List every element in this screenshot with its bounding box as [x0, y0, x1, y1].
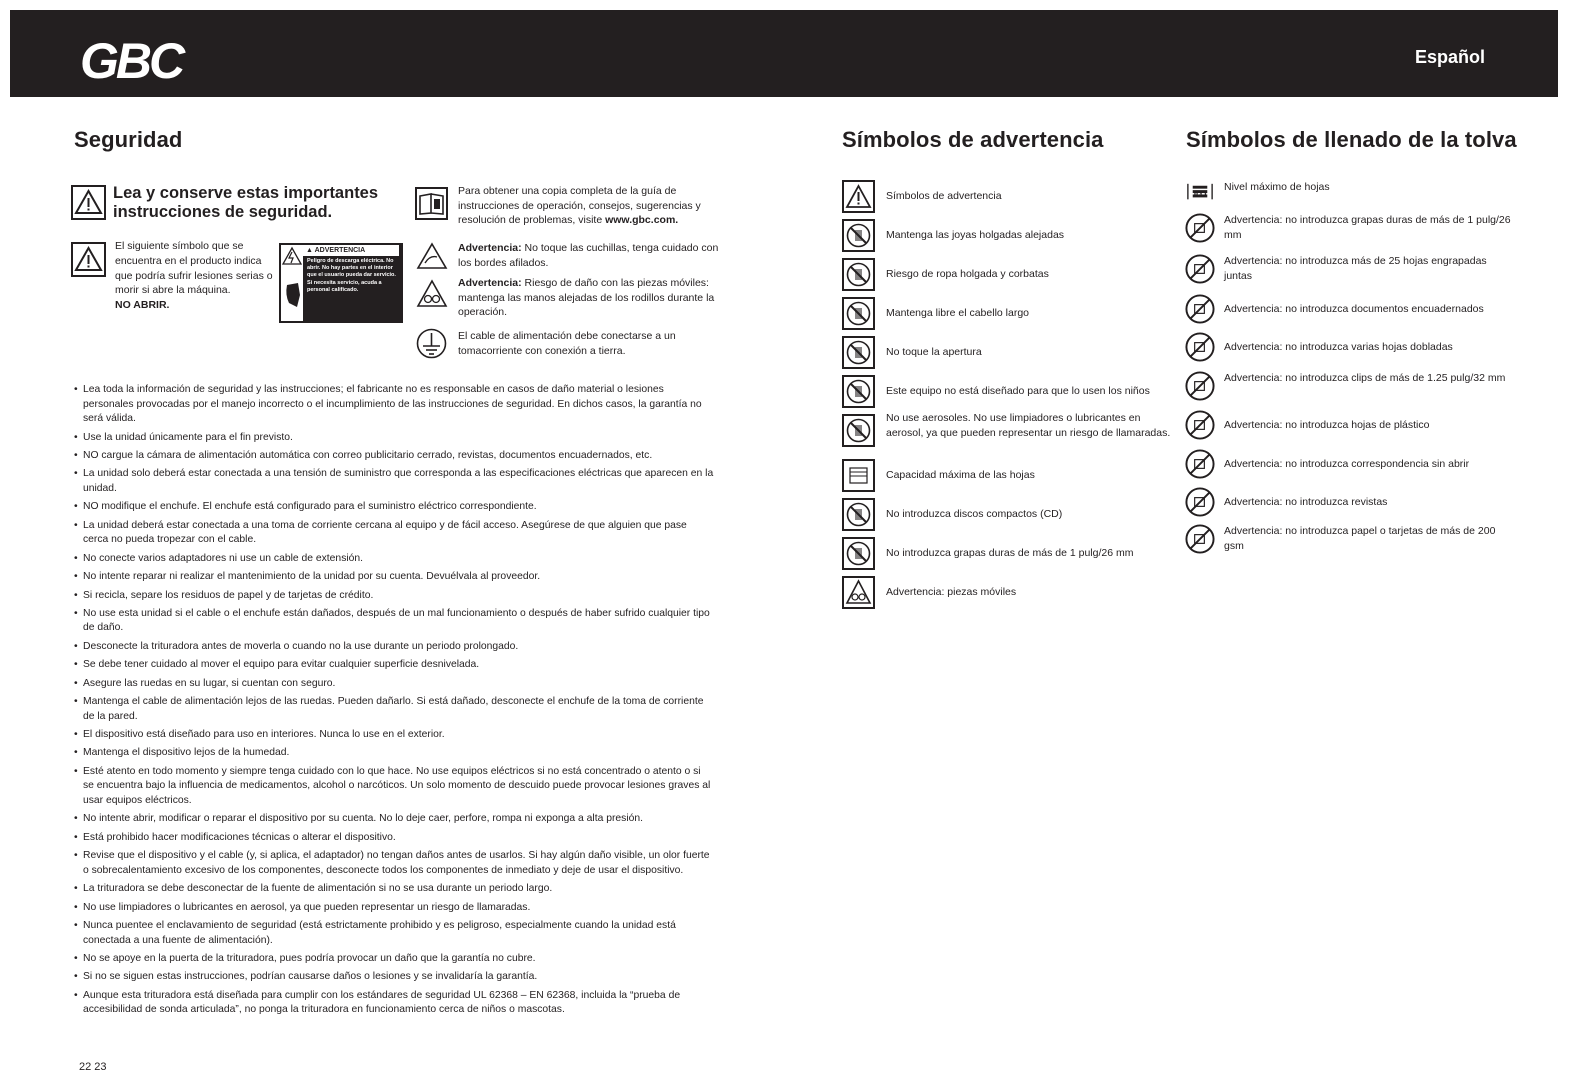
- warning-symbol-item: [842, 297, 1182, 336]
- header-bar: [10, 10, 1558, 97]
- warning-symbol-item: [842, 219, 1182, 258]
- hopper-symbol-label: Advertencia: no introduzca varias hojas dobladas: [1224, 341, 1453, 353]
- moving-warning-label: Advertencia:: [458, 277, 522, 289]
- safety-title: Seguridad: [74, 127, 183, 152]
- no-cd-icon: [842, 498, 875, 531]
- warning-symbol-label: No use aerosoles. No use limpiadores o lubricantes en aerosol, ya que pueden representar un riesgo de llamaradas.: [886, 412, 1171, 439]
- safety-bullet-item: • La unidad solo deberá estar conectada a una tensión de suministro que corresponda a las especificaciones eléctricas que aparecen en la unidad.: [74, 467, 714, 496]
- no-clips-icon: [1184, 370, 1216, 402]
- safety-bullet-item: • Revise que el dispositivo y el cable (y, si aplica, el adaptador) no tengan daños antes de usarlos. Si hay algún daño visible, un olor fuerte o sobrecalentamiento excesivo de los componentes, desconecte todos los componentes de inmediato y deje de usar el dispositivo.: [74, 849, 714, 878]
- symbol-description-text: El siguiente símbolo que se encuentra en el producto indica que podría sufrir lesiones serias o morir si abre la máquina.: [115, 240, 273, 297]
- safety-bullet-item: • No use limpiadores o lubricantes en aerosol, ya que pueden representar un riesgo de llamaradas.: [74, 901, 714, 916]
- safety-bullet-item: • La unidad deberá estar conectada a una toma de corriente cercana al equipo y de fácil acceso. Asegúrese de que alguien que pase cerca no pueda tropezar con el cable.: [74, 519, 714, 548]
- max-level-icon: [1184, 178, 1216, 200]
- hopper-symbol-label: Advertencia: no introduzca clips de más de 1.25 pulg/32 mm: [1224, 372, 1506, 384]
- blade-warning-text: No toque las cuchillas, tenga cuidado con los bordes afilados.: [458, 242, 719, 269]
- no-cardstock-icon: [1184, 523, 1216, 555]
- sheet-capacity-icon: [842, 459, 875, 492]
- hopper-symbols-title: Símbolos de llenado de la tolva: [1186, 127, 1517, 152]
- safety-bullet-item: • No intente abrir, modificar o reparar el dispositivo por su cuenta. No lo deje caer, perfore, rompa ni exponga a alta presión.: [74, 812, 714, 827]
- no-folded-sheets-icon: [1184, 331, 1216, 363]
- safety-bullet-item: • Use la unidad únicamente para el fin previsto.: [74, 431, 714, 446]
- safety-bullet-item: • No conecte varios adaptadores ni use un cable de extensión.: [74, 552, 714, 567]
- safety-bullet-item: • Asegure las ruedas en su lugar, si cuentan con seguro.: [74, 677, 714, 692]
- hopper-symbol-label: Advertencia: no introduzca revistas: [1224, 496, 1388, 508]
- no-aerosol-icon: [842, 414, 875, 447]
- warning-symbol-item: [842, 258, 1182, 297]
- warning-symbol-label: Mantenga las joyas holgadas alejadas: [886, 229, 1065, 241]
- warning-symbol-label: No introduzca grapas duras de más de 1 pulg/26 mm: [886, 547, 1134, 559]
- blade-warning: [458, 241, 723, 270]
- safety-bullet-item: • El dispositivo está diseñado para uso en interiores. Nunca lo use en el exterior.: [74, 728, 714, 743]
- warning-label-header-text: ADVERTENCIA: [314, 247, 366, 254]
- warning-triangle-icon: [842, 180, 875, 213]
- warning-symbol-item: [842, 576, 1182, 615]
- manual-note-url[interactable]: www.gbc.com.: [605, 214, 679, 226]
- hopper-symbol-label: Advertencia: no introduzca más de 25 hojas engrapadas juntas: [1224, 255, 1487, 282]
- hopper-symbol-label: Advertencia: no introduzca correspondencia sin abrir: [1224, 458, 1470, 470]
- warning-symbol-label: Este equipo no está diseñado para que lo usen los niños: [886, 385, 1150, 397]
- safety-bullet-item: • No use esta unidad si el cable o el enchufe están dañados, después de un mal funcionamiento o después de haber sufrido cualquier tipo de daño.: [74, 607, 714, 636]
- warning-triangle-icon: [71, 185, 106, 220]
- ground-note: El cable de alimentación debe conectarse a un tomacorriente con conexión a tierra.: [458, 330, 676, 357]
- no-stapled-stack-icon: [1184, 253, 1216, 285]
- manual-note-text: Para obtener una copia completa de la guía de instrucciones de operación, consejos, sugerencias y resolución de problemas, visite: [458, 185, 701, 226]
- no-bound-docs-icon: [1184, 293, 1216, 325]
- max-label: MAX: [1194, 192, 1209, 198]
- warning-symbol-label: Riesgo de ropa holgada y corbatas: [886, 268, 1049, 280]
- safety-bullet-item: • Desconecte la trituradora antes de moverla o cuando no la use durante un periodo prolongado.: [74, 640, 714, 655]
- warning-symbol-item: [842, 375, 1182, 414]
- manual-note: [458, 184, 723, 228]
- safety-bullet-item: • NO cargue la cámara de alimentación automática con correo publicitario cerrado, revistas, documentos encuadernados, etc.: [74, 449, 714, 464]
- svg-text:GBC: GBC: [80, 34, 183, 89]
- no-jewelry-icon: [842, 219, 875, 252]
- safety-bullet-item: • Si recicla, separe los residuos de papel y de tarjetas de crédito.: [74, 589, 714, 604]
- moving-parts-warning: [458, 276, 726, 320]
- safety-bullet-item: • Mantenga el cable de alimentación lejos de las ruedas. Pueden dañarlo. Si está dañado, desconecte el enchufe de la toma de corriente de la pared.: [74, 695, 714, 724]
- warning-symbol-label: Mantenga libre el cabello largo: [886, 307, 1030, 319]
- moving-warning-text: Riesgo de daño con las piezas móviles: mantenga las manos alejadas de los rodillos durante la operación.: [458, 277, 715, 318]
- no-tie-icon: [842, 258, 875, 291]
- warning-symbol-item: [842, 537, 1182, 576]
- manual-book-icon: [415, 187, 448, 220]
- warning-symbol-item: [842, 414, 1182, 459]
- no-open-text: NO ABRIR.: [115, 299, 170, 312]
- hopper-symbol-label: Advertencia: no introduzca hojas de plástico: [1224, 419, 1430, 431]
- symbol-description: [115, 239, 275, 313]
- warning-triangle-icon: [71, 242, 106, 277]
- safety-bullet-item: • NO modifique el enchufe. El enchufe está configurado para el suministro eléctrico correspondiente.: [74, 500, 714, 515]
- safety-bullet-item: • Si no se siguen estas instrucciones, podrían causarse daños o lesiones y se invalidaría la garantía.: [74, 970, 714, 985]
- no-staples-icon: [842, 537, 875, 570]
- warning-symbol-label: Advertencia: piezas móviles: [886, 586, 1017, 598]
- no-hard-staples-icon: [1184, 212, 1216, 244]
- warning-symbol-label: Símbolos de advertencia: [886, 190, 1002, 202]
- safety-bullet-list: [74, 383, 714, 1022]
- warning-symbols-title: Símbolos de advertencia: [842, 127, 1104, 152]
- safety-bullet-item: • Esté atento en todo momento y siempre tenga cuidado con lo que hace. No use equipos eléctricos si no está concentrado o atento o si se encuentra bajo la influencia de medicamentos, alcohol o narcóticos. Un solo momento de descuido puede provocar lesiones graves al usar equipos eléctricos.: [74, 765, 714, 809]
- no-hand-icon: [842, 336, 875, 369]
- hopper-symbol-label: Nivel máximo de hojas: [1224, 181, 1330, 193]
- warning-symbol-label: No toque la apertura: [886, 346, 982, 358]
- warning-symbol-item: [842, 180, 1182, 219]
- warning-symbol-item: [842, 459, 1182, 498]
- page-numbers: 22 23: [79, 1061, 107, 1073]
- hopper-symbol-label: Advertencia: no introduzca papel o tarjetas de más de 200 gsm: [1224, 525, 1496, 552]
- no-long-hair-icon: [842, 297, 875, 330]
- language-label: Español: [1414, 47, 1485, 67]
- no-plastic-icon: [1184, 409, 1216, 441]
- warning-symbols-list: [842, 180, 1182, 615]
- safety-bullet-item: • Está prohibido hacer modificaciones técnicas o alterar el dispositivo.: [74, 831, 714, 846]
- warning-label-body: Peligro de descarga eléctrica. No abrir. No hay partes en el interior que el usuario pueda dar servicio. Si necesita servicio, acuda a personal calificado.: [307, 258, 396, 293]
- safety-bullet-item: • Mantenga el dispositivo lejos de la humedad.: [74, 746, 714, 761]
- no-children-icon: [842, 375, 875, 408]
- safety-bullet-item: • Aunque esta trituradora está diseñada para cumplir con los estándares de seguridad UL 62368 – EN 62368, incluida la “prueba de accesibilidad de sonda articulada”, no ponga la trituradora en funcionamiento cerca de niños o mascotas.: [74, 989, 714, 1018]
- safety-bullet-item: • Lea toda la información de seguridad y las instrucciones; el fabricante no es responsable en casos de daño material o lesiones personales provocadas por el manejo incorrecto o el incumplimiento de las instrucciones de seguridad. En dichos casos, la garantía no será válida.: [74, 383, 714, 427]
- safety-bullet-item: • No intente reparar ni realizar el mantenimiento de la unidad por su cuenta. Devuélvala al proveedor.: [74, 570, 714, 585]
- warning-label-header: ▲ ADVERTENCIA: [303, 245, 399, 256]
- safety-bullet-item: • Se debe tener cuidado al mover el equipo para evitar cualquier superficie desnivelada.: [74, 658, 714, 673]
- safety-bullet-item: • La trituradora se debe desconectar de la fuente de alimentación si no se usa durante un periodo largo.: [74, 882, 714, 897]
- shock-hand-icon: [281, 245, 303, 321]
- blade-warning-label: Advertencia:: [458, 242, 522, 254]
- warning-symbol-item: [842, 498, 1182, 537]
- warning-symbol-item: [842, 336, 1182, 375]
- warning-symbol-label: No introduzca discos compactos (CD): [886, 508, 1063, 520]
- blade-warning-icon: [416, 242, 448, 270]
- hopper-symbol-label: Advertencia: no introduzca documentos encuadernados: [1224, 303, 1484, 315]
- moving-parts-icon: [842, 576, 875, 609]
- safety-bullet-item: • No se apoye en la puerta de la trituradora, pues podría provocar un daño que la garantía no cubre.: [74, 952, 714, 967]
- no-magazines-icon: [1184, 486, 1216, 518]
- intro-title: Lea y conserve estas importantes instrucciones de seguridad.: [113, 184, 379, 221]
- moving-parts-warning-icon: [416, 279, 448, 308]
- safety-bullet-item: • Nunca puentee el enclavamiento de seguridad (está estrictamente prohibido y es peligroso, especialmente cuando la unidad está conectada a una fuente de alimentación).: [74, 919, 714, 948]
- no-unopened-mail-icon: [1184, 448, 1216, 480]
- gbc-logo: [80, 34, 198, 94]
- ground-icon: [416, 328, 447, 359]
- warning-label: [279, 243, 403, 323]
- warning-symbol-label: Capacidad máxima de las hojas: [886, 469, 1035, 481]
- hopper-symbol-label: Advertencia: no introduzca grapas duras de más de 1 pulg/26 mm: [1224, 214, 1511, 241]
